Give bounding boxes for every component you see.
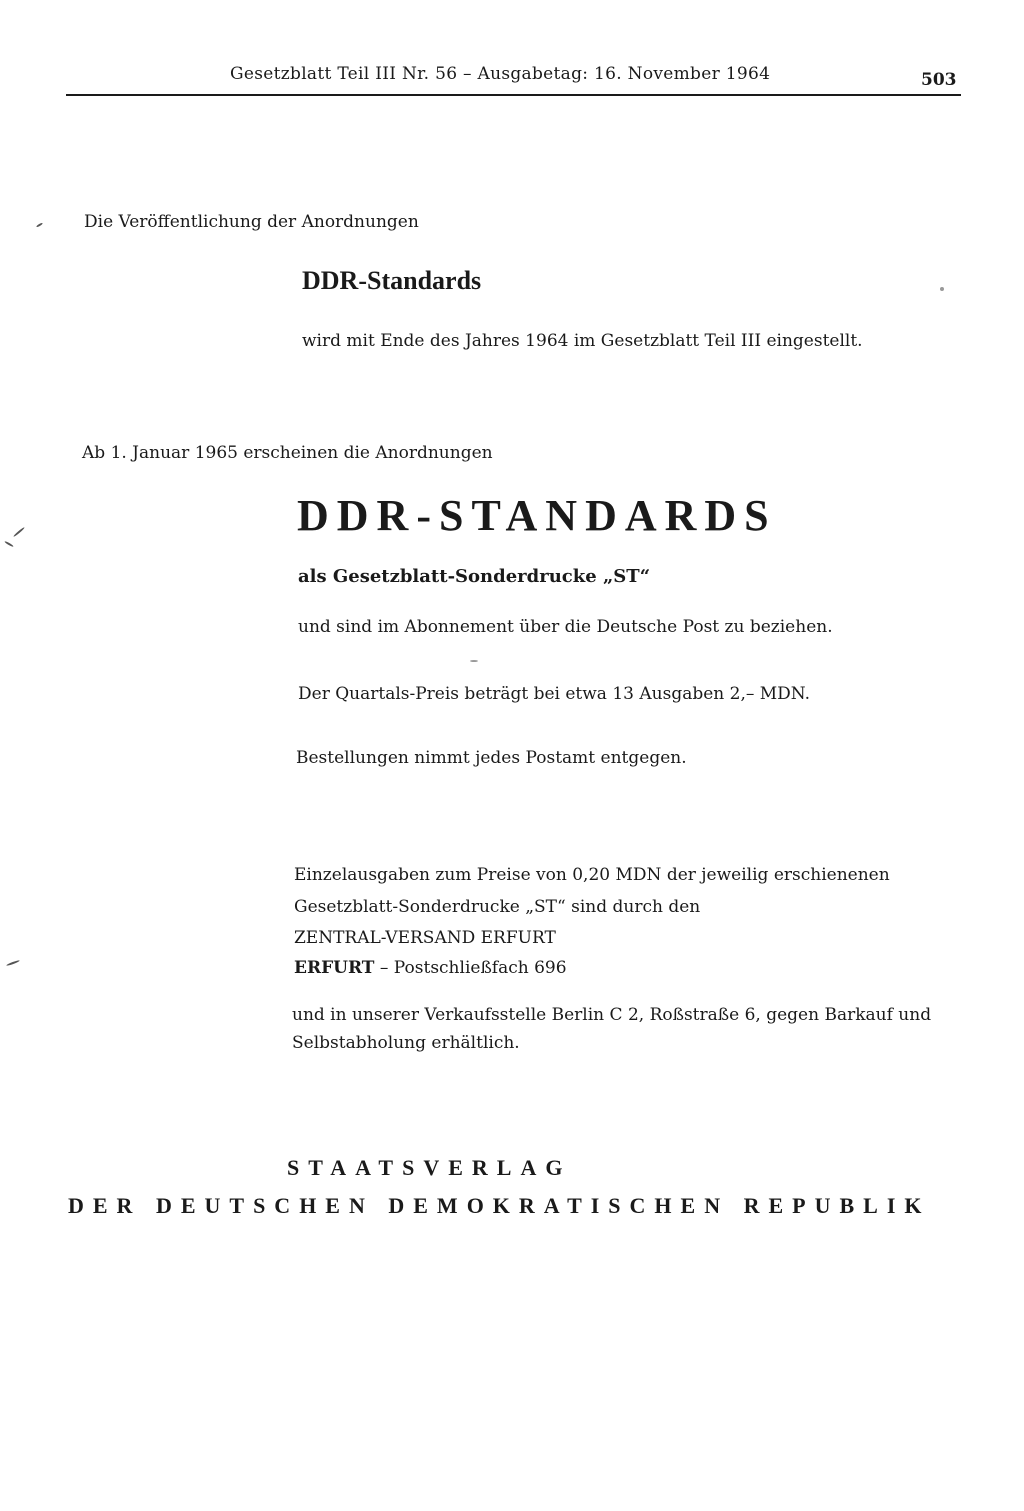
- scan-speck: [13, 527, 25, 538]
- scan-speck: [6, 960, 20, 967]
- page-number: 503: [921, 70, 957, 90]
- notice-heading: DDR-Standards: [302, 266, 482, 295]
- publisher-line-1: STAATSVERLAG: [287, 1155, 572, 1180]
- single-issues-line-3: ZENTRAL-VERSAND ERFURT: [294, 928, 556, 948]
- announcement-price: Der Quartals-Preis beträgt bei etwa 13 Ausgaben 2,– MDN.: [298, 684, 811, 704]
- single-issues-line-2: Gesetzblatt-Sonderdrucke „ST“ sind durch den: [294, 897, 701, 917]
- single-issues-city: ERFURT: [294, 958, 375, 978]
- header-rule: [66, 94, 961, 96]
- announcement-orders: Bestellungen nimmt jedes Postamt entgegen.: [296, 748, 687, 768]
- scan-speck: [470, 660, 478, 662]
- single-issues-line-1: Einzelausgaben zum Preise von 0,20 MDN der jeweilig erschienenen: [294, 865, 890, 885]
- scan-speck: [36, 222, 43, 227]
- single-issues-line-6: Selbstabholung erhältlich.: [292, 1033, 520, 1053]
- notice-statement: wird mit Ende des Jahres 1964 im Gesetzblatt Teil III eingestellt.: [302, 331, 863, 351]
- announcement-heading: DDR-STANDARDS: [297, 491, 777, 540]
- scan-speck: [940, 287, 944, 291]
- announcement-intro: Ab 1. Januar 1965 erscheinen die Anordnungen: [82, 443, 493, 463]
- running-header: Gesetzblatt Teil III Nr. 56 – Ausgabetag: 16. November 1964: [230, 64, 771, 84]
- publisher-line-2: DER DEUTSCHEN DEMOKRATISCHEN REPUBLIK: [68, 1193, 931, 1218]
- single-issues-postbox: – Postschließfach 696: [374, 958, 567, 978]
- announcement-subscription: und sind im Abonnement über die Deutsche Post zu beziehen.: [298, 617, 833, 637]
- announcement-subheading: als Gesetzblatt-Sonderdrucke „ST“: [298, 566, 651, 587]
- notice-intro: Die Veröffentlichung der Anordnungen: [84, 212, 419, 232]
- single-issues-line-4: [294, 958, 567, 978]
- scan-speck: [4, 541, 14, 548]
- single-issues-line-5: und in unserer Verkaufsstelle Berlin C 2, Roßstraße 6, gegen Barkauf und: [292, 1005, 932, 1025]
